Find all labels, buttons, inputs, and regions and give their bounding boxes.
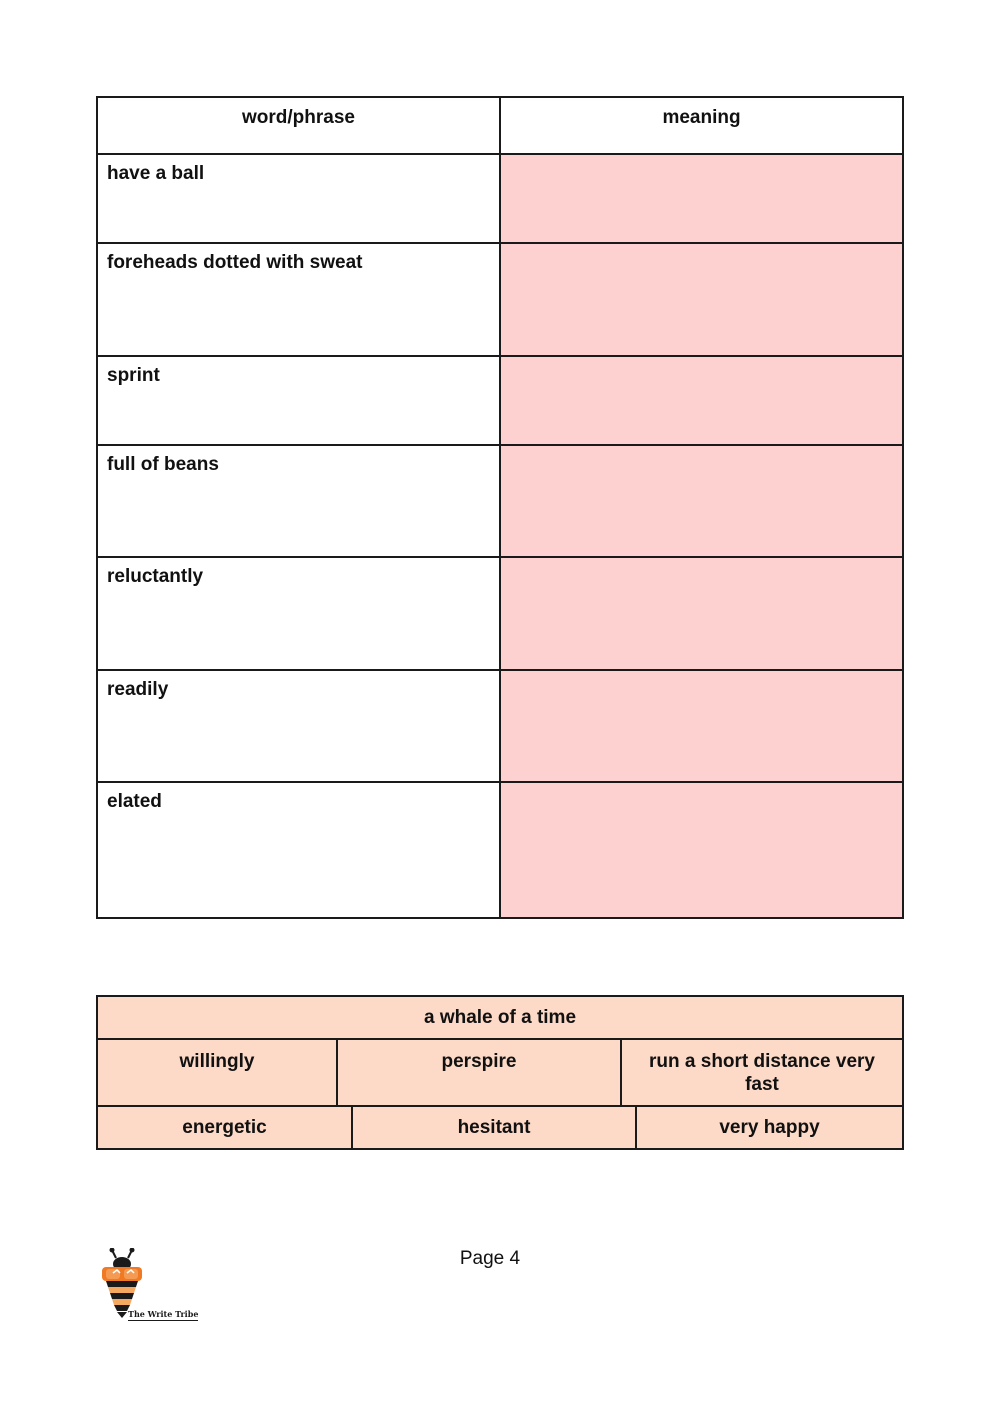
meaning-drop-cell[interactable] [500, 782, 903, 918]
meaning-drop-cell[interactable] [500, 356, 903, 445]
word-cell: have a ball [97, 154, 500, 243]
meaning-drop-cell[interactable] [500, 670, 903, 782]
logo-text: The Write Tribe [128, 1309, 199, 1319]
table-header-row [97, 97, 903, 154]
word-column-header: word/phrase [97, 97, 500, 154]
draggable-answer[interactable]: a whale of a time [423, 1007, 577, 1028]
draggable-answer[interactable]: energetic [182, 1117, 267, 1138]
table-row [97, 670, 903, 782]
draggable-answer[interactable]: willingly [179, 1051, 255, 1072]
word-cell: elated [97, 782, 500, 918]
meaning-drop-cell[interactable] [500, 445, 903, 557]
meaning-drop-cell[interactable] [500, 557, 903, 670]
write-tribe-logo [98, 1248, 208, 1328]
word-cell: sprint [97, 356, 500, 445]
word-cell: full of beans [97, 445, 500, 557]
meaning-drop-cell[interactable] [500, 243, 903, 356]
word-bank-row [98, 1038, 902, 1105]
meaning-column-header: meaning [500, 97, 903, 154]
word-bank [96, 995, 904, 1150]
word-bank-row [98, 997, 902, 1038]
draggable-answer[interactable]: run a short distance very fast [620, 1040, 902, 1105]
draggable-answer[interactable]: hesitant [351, 1107, 635, 1148]
table-row [97, 243, 903, 356]
word-cell: readily [97, 670, 500, 782]
word-cell: foreheads dotted with sweat [97, 243, 500, 356]
draggable-answer[interactable]: very happy [635, 1107, 902, 1148]
table-row [97, 782, 903, 918]
table-row [97, 445, 903, 557]
table-row [97, 154, 903, 243]
meaning-drop-cell[interactable] [500, 154, 903, 243]
page-number: Page 4 [459, 1248, 521, 1269]
word-bank-row [98, 1105, 902, 1148]
word-cell: reluctantly [97, 557, 500, 670]
draggable-answer[interactable]: perspire [336, 1040, 620, 1105]
vocabulary-table [96, 96, 904, 919]
table-row [97, 557, 903, 670]
table-row [97, 356, 903, 445]
